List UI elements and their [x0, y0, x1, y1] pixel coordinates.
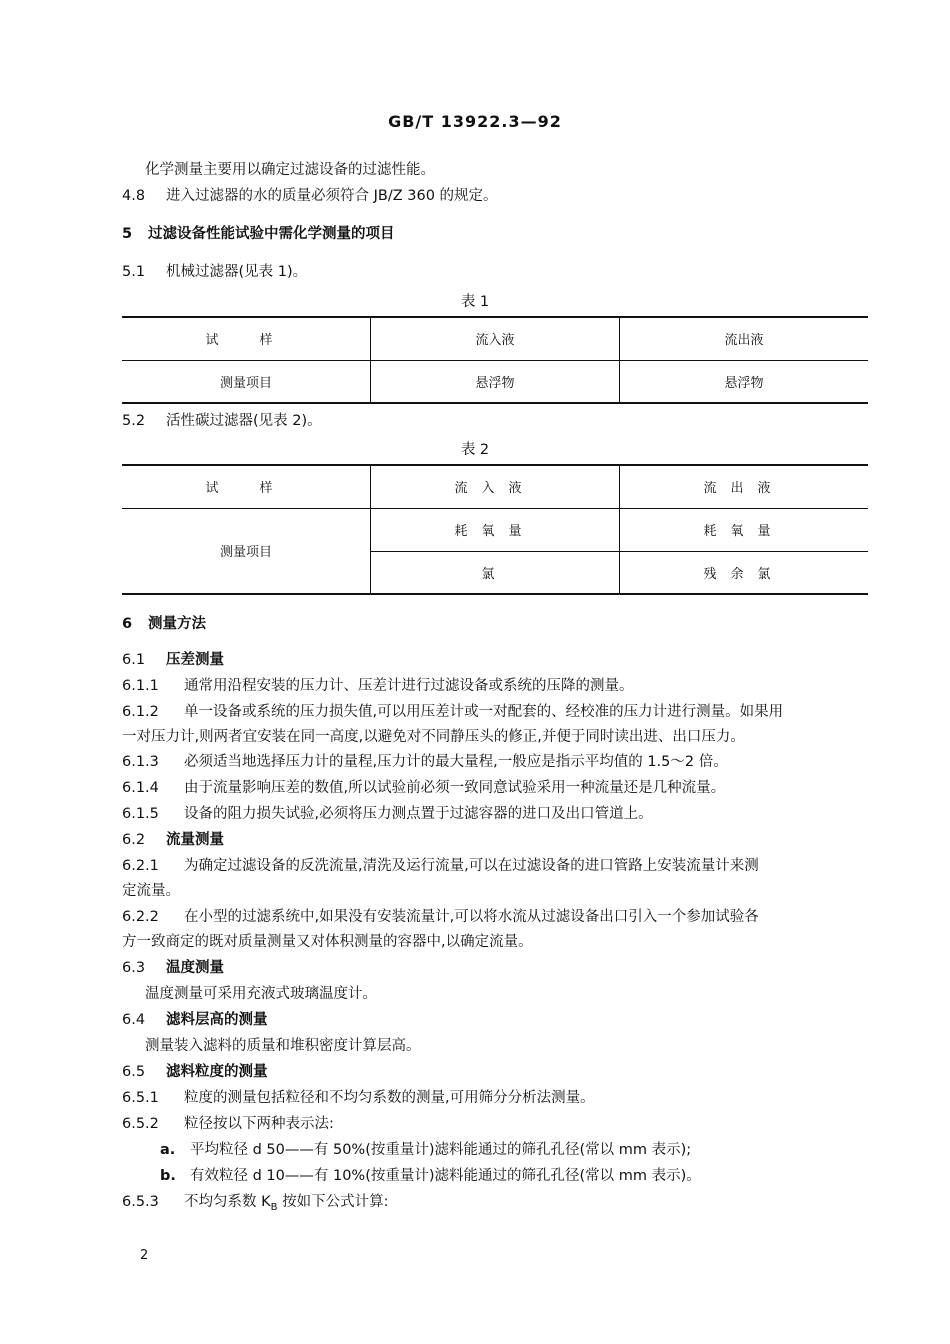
clause-number: 6.1.2	[122, 704, 159, 720]
clause-title: 流量测量	[166, 832, 224, 848]
table-2	[122, 464, 868, 595]
clause-number: 6.4	[122, 1012, 146, 1028]
clause-6-1-3	[122, 752, 728, 772]
clause-text: 机械过滤器(见表 1)。	[166, 264, 308, 280]
clause-number: 4.8	[122, 188, 146, 204]
clause-title: 滤料层高的测量	[166, 1012, 268, 1028]
clause-number: 6.1.3	[122, 754, 159, 770]
table-row	[122, 465, 868, 508]
clause-6-2-2	[122, 907, 759, 927]
table-cell: 流入液	[371, 317, 620, 360]
table-cell: 氯	[371, 551, 620, 594]
clause-text: 单一设备或系统的压力损失值,可以用压差计或一对配套的、经校准的压力计进行测量。如果用	[184, 704, 784, 720]
clause-6-1-2-cont: 一对压力计,则两者宜安装在同一高度,以避免对不同静压头的修正,并便于同时读出进、出口压力。	[122, 729, 745, 745]
clause-number: 6.5.3	[122, 1194, 159, 1210]
table-cell: 耗氧量	[620, 508, 869, 551]
clause-text: 为确定过滤设备的反洗流量,清洗及运行流量,可以在过滤设备的进口管路上安装流量计来测	[184, 858, 759, 874]
intro-line: 化学测量主要用以确定过滤设备的过滤性能。	[145, 162, 435, 178]
clause-title: 温度测量	[166, 960, 224, 976]
clause-title: 滤料粒度的测量	[166, 1064, 268, 1080]
clause-6-2-2-cont: 方一致商定的既对质量测量又对体积测量的容器中,以确定流量。	[122, 934, 533, 950]
clause-number: 6.1.5	[122, 806, 159, 822]
clause-number: 6.3	[122, 960, 146, 976]
table-row	[122, 360, 868, 403]
table-cell: 测量项目	[122, 508, 371, 594]
clause-text: 由于流量影响压差的数值,所以试验前必须一致同意试验采用一种流量还是几种流量。	[184, 780, 726, 796]
clause-6-2-heading	[122, 830, 224, 850]
clause-text: 必须适当地选择压力计的量程,压力计的最大量程,一般应是指示平均值的 1.5～2 倍。	[184, 754, 728, 770]
table-cell: 悬浮物	[371, 360, 620, 403]
clause-number: 6.5	[122, 1064, 146, 1080]
list-text: 平均粒径 d 50——有 50%(按重量计)滤料能通过的筛孔孔径(常以 mm 表示);	[190, 1142, 692, 1158]
table-cell: 试 样	[122, 317, 371, 360]
clause-number: 6.5.2	[122, 1116, 159, 1132]
clause-number: 5.2	[122, 413, 146, 429]
table-cell: 测量项目	[122, 360, 371, 403]
table-1	[122, 316, 868, 404]
table-row	[122, 317, 868, 360]
clause-6-2-1	[122, 856, 759, 876]
clause-4-8	[122, 186, 498, 206]
clause-number: 6.1.1	[122, 678, 159, 694]
clause-6-5-1	[122, 1088, 595, 1108]
table-cell: 悬浮物	[620, 360, 869, 403]
subscript: B	[270, 1201, 278, 1213]
list-item-b	[160, 1166, 701, 1186]
clause-number: 6.1	[122, 652, 146, 668]
table-1-caption: 表 1	[460, 294, 490, 310]
clause-6-3-text: 温度测量可采用充液式玻璃温度计。	[145, 986, 377, 1002]
clause-number: 6.2.2	[122, 909, 159, 925]
clause-text: 粒度的测量包括粒径和不均匀系数的测量,可用筛分分析法测量。	[184, 1090, 595, 1106]
clause-title: 压差测量	[166, 652, 224, 668]
section-6-heading	[122, 614, 206, 634]
page-number: 2	[140, 1248, 149, 1263]
clause-6-4-text: 测量装入滤料的质量和堆积密度计算层高。	[145, 1038, 421, 1054]
table-cell: 流出液	[620, 465, 869, 508]
clause-text: 不均匀系数 K	[184, 1194, 271, 1210]
list-text: 有效粒径 d 10——有 10%(按重量计)滤料能通过的筛孔孔径(常以 mm 表示)。	[190, 1168, 701, 1184]
table-2-caption: 表 2	[460, 442, 490, 458]
clause-6-4-heading	[122, 1010, 268, 1030]
clause-text: 粒径按以下两种表示法:	[184, 1116, 334, 1132]
clause-6-1-4	[122, 778, 725, 798]
section-title: 过滤设备性能试验中需化学测量的项目	[148, 226, 395, 242]
clause-6-5-heading	[122, 1062, 268, 1082]
clause-text: 在小型的过滤系统中,如果没有安装流量计,可以将水流从过滤设备出口引入一个参加试验各	[184, 909, 759, 925]
clause-6-1-5	[122, 804, 653, 824]
clause-text-tail: 按如下公式计算:	[277, 1194, 389, 1210]
clause-number: 6.5.1	[122, 1090, 159, 1106]
table-cell: 残余氯	[620, 551, 869, 594]
clause-number: 6.1.4	[122, 780, 159, 796]
clause-6-1-2	[122, 702, 783, 722]
clause-text: 设备的阻力损失试验,必须将压力测点置于过滤容器的进口及出口管道上。	[184, 806, 653, 822]
list-label: b.	[160, 1168, 176, 1184]
clause-number: 6.2	[122, 832, 146, 848]
list-label: a.	[160, 1142, 176, 1158]
clause-5-1	[122, 262, 307, 282]
section-5-heading	[122, 224, 395, 244]
table-row	[122, 508, 868, 551]
clause-text: 活性碳过滤器(见表 2)。	[166, 413, 322, 429]
standard-code-header: GB/T 13922.3—92	[388, 112, 562, 131]
list-item-a	[160, 1140, 691, 1160]
table-cell: 流出液	[620, 317, 869, 360]
table-cell: 流入液	[371, 465, 620, 508]
clause-6-3-heading	[122, 958, 224, 978]
clause-6-2-1-cont: 定流量。	[122, 883, 180, 899]
table-cell: 试 样	[122, 465, 371, 508]
clause-5-2	[122, 411, 322, 431]
clause-number: 6.2.1	[122, 858, 159, 874]
section-number: 5	[122, 226, 133, 242]
clause-text: 进入过滤器的水的质量必须符合 JB/Z 360 的规定。	[166, 188, 498, 204]
clause-6-5-2	[122, 1114, 334, 1134]
clause-6-1-1	[122, 676, 634, 696]
clause-number: 5.1	[122, 264, 146, 280]
section-title: 测量方法	[148, 616, 206, 632]
clause-6-5-3	[122, 1192, 389, 1218]
clause-6-1-heading	[122, 650, 224, 670]
clause-text: 通常用沿程安装的压力计、压差计进行过滤设备或系统的压降的测量。	[184, 678, 634, 694]
table-cell: 耗氧量	[371, 508, 620, 551]
section-number: 6	[122, 616, 133, 632]
